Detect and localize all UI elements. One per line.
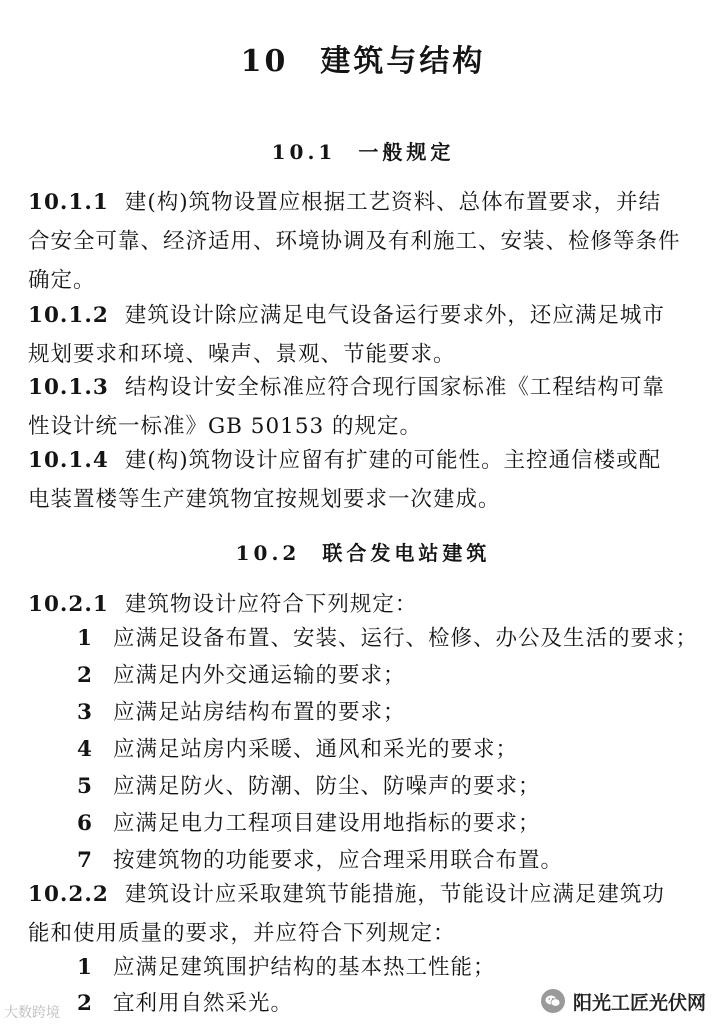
item-number: 7 (77, 848, 93, 873)
section-title-text: 一般规定 (358, 140, 455, 164)
watermark-right-text: 阳光工匠光伏网 (572, 991, 706, 1014)
item-number: 1 (77, 955, 93, 980)
clause-text: 建(构)筑物设计应留有扩建的可能性。主控通信楼或配 (124, 448, 662, 473)
clause-number: 10.1.2 (28, 303, 109, 328)
clause-10-1-2 (28, 296, 700, 374)
item-text: 应满足设备布置、安装、运行、检修、办公及生活的要求； (113, 626, 699, 651)
clause-text: 建筑设计除应满足电气设备运行要求外，还应满足城市 (124, 303, 665, 328)
list-item (77, 657, 406, 694)
clause-10-2-1 (28, 585, 700, 624)
list-item (77, 731, 518, 768)
chapter-number: 10 (240, 44, 289, 79)
watermark-right (541, 984, 706, 1018)
list-item (77, 949, 496, 986)
section-title-10-2 (0, 537, 726, 566)
item-text: 宜利用自然采光。 (113, 991, 294, 1016)
clause-text: 建(构)筑物设置应根据工艺资料、总体布置要求，并结 (124, 190, 662, 215)
clause-text: 能和使用质量的要求，并应符合下列规定： (28, 921, 456, 946)
clause-10-1-3 (28, 368, 700, 446)
item-number: 2 (77, 663, 93, 688)
item-number: 1 (77, 626, 93, 651)
section-title-text: 联合发电站建筑 (322, 541, 491, 565)
item-text: 应满足建筑围护结构的基本热工性能； (113, 955, 496, 980)
list-item (77, 768, 541, 805)
list-item (77, 805, 541, 842)
list-item (77, 694, 406, 731)
item-text: 应满足站房内采暖、通风和采光的要求； (113, 737, 519, 762)
item-text: 应满足防火、防潮、防尘、防噪声的要求； (113, 774, 541, 799)
chapter-title (0, 36, 726, 80)
clause-text: 确定。 (28, 268, 96, 293)
clause-text: 建筑物设计应符合下列规定： (124, 592, 418, 617)
item-number: 2 (77, 991, 93, 1016)
list-item (77, 842, 563, 879)
item-text: 应满足内外交通运输的要求； (113, 663, 406, 688)
item-number: 5 (77, 774, 93, 799)
clause-text: 性设计统一标准》GB 50153 的规定。 (28, 414, 423, 439)
clause-text: 电装置楼等生产建筑物宜按规划要求一次建成。 (28, 487, 501, 512)
section-title-10-1 (0, 136, 726, 165)
clause-text: 结构设计安全标准应符合现行国家标准《工程结构可靠 (124, 375, 665, 400)
item-number: 6 (77, 811, 93, 836)
clause-text: 合安全可靠、经济适用、环境协调及有利施工、安装、检修等条件 (28, 229, 681, 254)
clause-text: 规划要求和环境、噪声、景观、节能要求。 (28, 342, 456, 367)
clause-number: 10.2.1 (28, 592, 109, 617)
clause-number: 10.2.2 (28, 882, 109, 907)
wechat-icon (541, 989, 565, 1013)
item-text: 应满足电力工程项目建设用地指标的要求； (113, 811, 541, 836)
clause-10-1-4 (28, 441, 700, 519)
section-number: 10.1 (271, 140, 337, 164)
item-number: 4 (77, 737, 93, 762)
clause-10-1-1 (28, 183, 700, 300)
item-text: 按建筑物的功能要求，应合理采用联合布置。 (113, 848, 564, 873)
clause-10-2-2 (28, 875, 700, 953)
item-number: 3 (77, 700, 93, 725)
clause-text: 建筑设计应采取建筑节能措施，节能设计应满足建筑功 (124, 882, 665, 907)
clause-number: 10.1.3 (28, 375, 109, 400)
section-number: 10.2 (235, 541, 301, 565)
list-item (77, 985, 293, 1022)
clause-number: 10.1.4 (28, 448, 109, 473)
list-item (77, 620, 698, 657)
clause-number: 10.1.1 (28, 190, 109, 215)
chapter-title-text: 建筑与结构 (320, 44, 486, 79)
item-text: 应满足站房结构布置的要求； (113, 700, 406, 725)
watermark-left: 大数跨境 (4, 1005, 60, 1021)
